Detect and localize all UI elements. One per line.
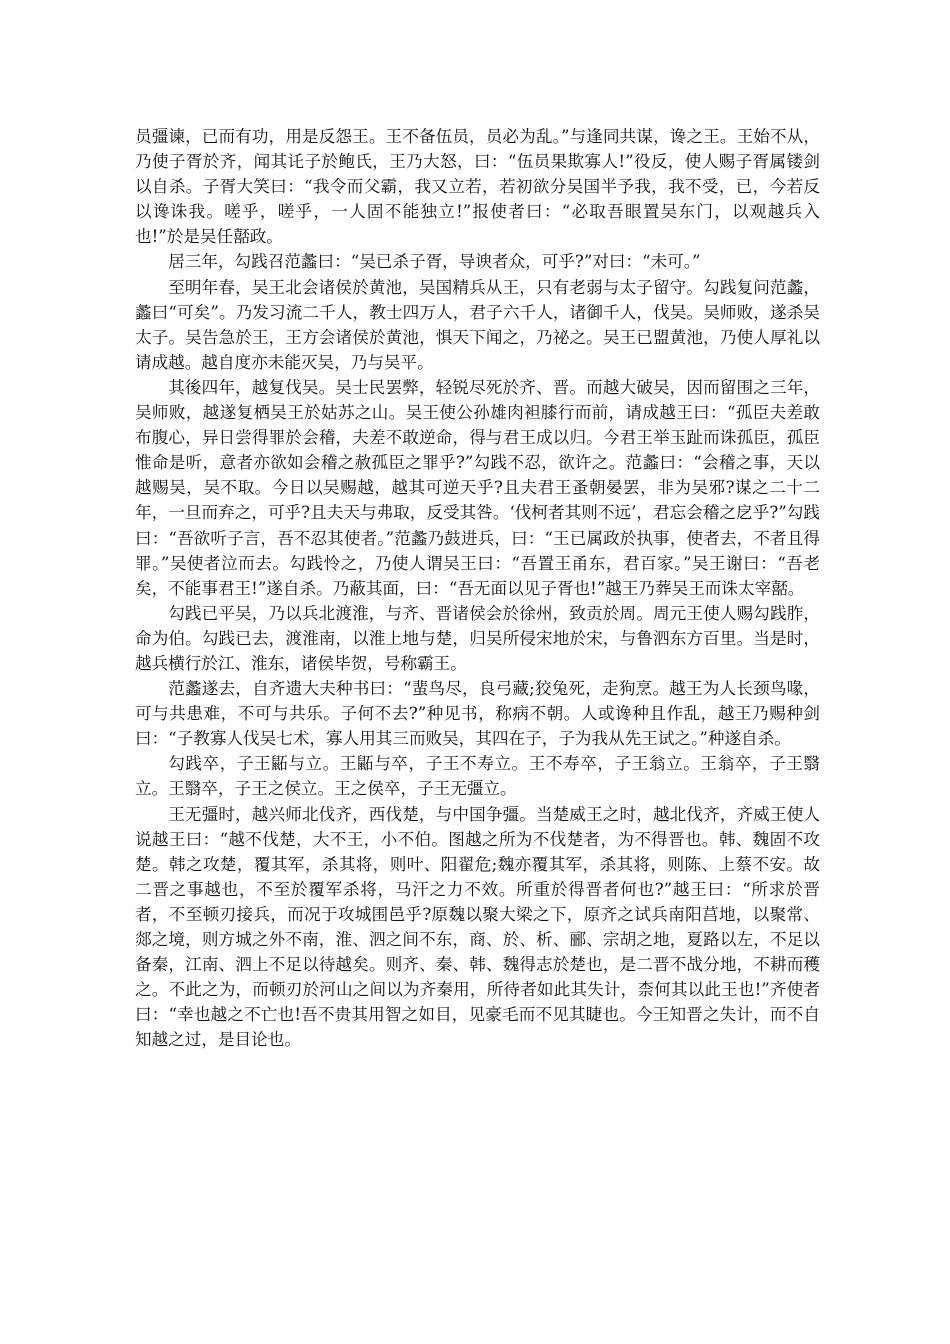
paragraph: 范蠡遂去，自齐遗大夫种书曰：“蜚鸟尽，良弓藏;狡兔死，走狗烹。越王为人长颈鸟喙，可与共患难，不可与共乐。子何不去?”种见书，称病不朝。人或谗种且作乱，越王乃赐种剑曰：“子教寡人伐吴七术，寡人用其三而败吴，其四在子，子为我从先王试之。”种遂自杀。 — [135, 679, 820, 749]
paragraph: 员彊谏，已而有功，用是反怨王。王不备伍员，员必为乱。”与逢同共谋，谗之王。王始不从，乃使子胥於齐，闻其讬子於鲍氏，王乃大怒，曰：“伍员果欺寡人!”役反，使人赐子胥属镂剑以自杀。子胥大笑曰：“我令而父霸，我又立若，若初欲分吴国半予我，我不受，已，今若反以谗诛我。嗟乎，嗟乎，一人固不能独立!”报使者曰：“必取吾眼置吴东门，以观越兵入也!”於是吴任嚭政。 — [135, 127, 820, 247]
paragraph: 其後四年，越复伐吴。吴士民罢弊，轻锐尽死於齐、晋。而越大破吴，因而留围之三年，吴师败，越遂复栖吴王於姑苏之山。吴王使公孙雄肉袒膝行而前，请成越王曰：“孤臣夫差敢布腹心，异日尝得罪於会稽，夫差不敢逆命，得与君王成以归。今君王举玉趾而诛孤臣，孤臣惟命是听，意者亦欲如会稽之赦孤臣之罪乎?”勾践不忍，欲许之。范蠡曰：“会稽之事，天以越赐吴，吴不取。今日以吴赐越，越其可逆天乎?且夫君王蚤朝晏罢，非为吴邪?谋之二十二年，一旦而弃之，可乎?且夫天与弗取，反受其咎。‘伐柯者其则不远’，君忘会稽之戹乎?”勾践曰：“吾欲听子言，吾不忍其使者。”范蠡乃鼓进兵，曰：“王已属政於执事，使者去，不者且得罪。”吴使者泣而去。勾践怜之，乃使人谓吴王曰：“吾置王甬东，君百家。”吴王谢曰：“吾老矣，不能事君王!”遂自杀。乃蔽其面，曰：“吾无面以见子胥也!”越王乃葬吴王而诛太宰嚭。 — [135, 377, 820, 598]
paragraph: 居三年，勾践召范蠡曰：“吴已杀子胥，导谀者众，可乎?”对曰：“未可。” — [168, 252, 701, 272]
paragraph: 勾践卒，子王鼫与立。王鼫与卒，子王不寿立。王不寿卒，子王翁立。王翁卒，子王翳立。王翳卒，子王之侯立。王之侯卒，子王无彊立。 — [135, 754, 820, 799]
document-page — [135, 124, 820, 1052]
paragraph: 勾践已平吴，乃以兵北渡淮，与齐、晋诸侯会於徐州，致贡於周。周元王使人赐勾践胙，命为伯。勾践已去，渡淮南，以淮上地与楚，归吴所侵宋地於宋，与鲁泗东方百里。当是时，越兵横行於江、淮东，诸侯毕贺，号称霸王。 — [135, 603, 820, 673]
paragraph: 王无彊时，越兴师北伐齐，西伐楚，与中国争彊。当楚威王之时，越北伐齐，齐威王使人说越王曰：“越不伐楚，大不王，小不伯。图越之所为不伐楚者，为不得晋也。韩、魏固不攻楚。韩之攻楚，覆其军，杀其将，则叶、阳翟危;魏亦覆其军，杀其将，则陈、上蔡不安。故二晋之事越也，不至於覆军杀将，马汗之力不效。所重於得晋者何也?”越王曰：“所求於晋者，不至顿刃接兵，而况于攻城围邑乎?原魏以聚大梁之下，原齐之试兵南阳莒地，以聚常、郯之境，则方城之外不南，淮、泗之间不东，商、於、析、郦、宗胡之地，夏路以左，不足以备秦，江南、泗上不足以待越矣。则齐、秦、韩、魏得志於楚也，是二晋不战分地，不耕而穫之。不此之为，而顿刃於河山之间以为齐秦用，所待者如此其失计，柰何其以此王也!”齐使者曰：“幸也越之不亡也!吾不贵其用智之如目，见豪毛而不见其睫也。今王知晋之失计，而不自知越之过，是目论也。 — [135, 804, 820, 1050]
paragraph: 至明年春，吴王北会诸侯於黄池，吴国精兵从王，只有老弱与太子留守。勾践复问范蠡，蠡曰“可矣”。乃发习流二千人，教士四万人，君子六千人，诸御千人，伐吴。吴师败，遂杀吴太子。吴告急於王，王方会诸侯於黄池，惧天下闻之，乃祕之。吴王已盟黄池，乃使人厚礼以请成越。越自度亦未能灭吴，乃与吴平。 — [135, 277, 820, 372]
